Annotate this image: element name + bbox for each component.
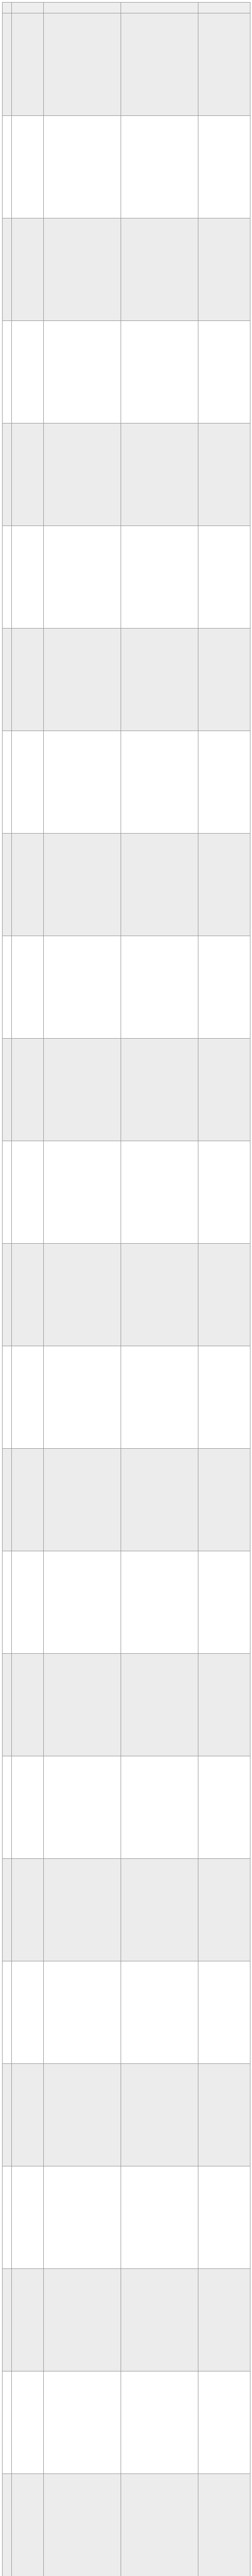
row-number-cell: [3, 629, 12, 731]
header-cell-description: [44, 3, 121, 13]
details-cell: [121, 1859, 198, 1961]
details-cell: [121, 218, 198, 321]
table-row: [3, 731, 250, 834]
table-row: [3, 116, 250, 218]
description-cell: [44, 116, 121, 218]
category-cell: [12, 2166, 44, 2269]
row-number-cell: [3, 1756, 12, 1859]
category-cell: [12, 1141, 44, 1244]
category-cell: [12, 936, 44, 1039]
details-cell: [121, 526, 198, 629]
table-row: [3, 834, 250, 936]
details-cell: [121, 936, 198, 1039]
category-cell: [12, 1244, 44, 1346]
row-number-cell: [3, 2064, 12, 2166]
remark-cell: [198, 1244, 250, 1346]
details-cell: [121, 629, 198, 731]
row-number-cell: [3, 1449, 12, 1551]
details-cell: [121, 1551, 198, 1654]
table-header: [3, 3, 250, 13]
details-cell: [121, 423, 198, 526]
row-number-cell: [3, 2474, 12, 2576]
table-row: [3, 526, 250, 629]
table-row: [3, 2064, 250, 2166]
description-cell: [44, 1244, 121, 1346]
row-number-cell: [3, 321, 12, 423]
row-number-cell: [3, 1551, 12, 1654]
row-number-cell: [3, 1654, 12, 1756]
table-row: [3, 423, 250, 526]
details-cell: [121, 731, 198, 834]
description-cell: [44, 936, 121, 1039]
table-row: [3, 1859, 250, 1961]
category-cell: [12, 423, 44, 526]
category-cell: [12, 321, 44, 423]
table-row: [3, 1551, 250, 1654]
details-cell: [121, 1346, 198, 1449]
description-cell: [44, 423, 121, 526]
table-row: [3, 1961, 250, 2064]
row-number-cell: [3, 936, 12, 1039]
details-cell: [121, 321, 198, 423]
table-row: [3, 321, 250, 423]
description-cell: [44, 1346, 121, 1449]
remark-cell: [198, 2269, 250, 2371]
row-number-cell: [3, 1141, 12, 1244]
details-cell: [121, 834, 198, 936]
table-row: [3, 2166, 250, 2269]
remark-cell: [198, 1551, 250, 1654]
remark-cell: [198, 423, 250, 526]
row-number-cell: [3, 526, 12, 629]
row-number-cell: [3, 218, 12, 321]
remark-cell: [198, 2166, 250, 2269]
remark-cell: [198, 1346, 250, 1449]
category-cell: [12, 2371, 44, 2474]
table-row: [3, 1141, 250, 1244]
remark-cell: [198, 1141, 250, 1244]
table-row: [3, 629, 250, 731]
remark-cell: [198, 2064, 250, 2166]
details-cell: [121, 116, 198, 218]
row-number-cell: [3, 423, 12, 526]
category-cell: [12, 2474, 44, 2576]
remark-cell: [198, 834, 250, 936]
header-cell-details: [121, 3, 198, 13]
remark-cell: [198, 1961, 250, 2064]
details-cell: [121, 1449, 198, 1551]
category-cell: [12, 218, 44, 321]
description-cell: [44, 1859, 121, 1961]
category-cell: [12, 116, 44, 218]
table-row: [3, 2474, 250, 2576]
category-cell: [12, 13, 44, 116]
description-cell: [44, 1039, 121, 1141]
details-cell: [121, 2371, 198, 2474]
category-cell: [12, 834, 44, 936]
header-cell-category: [12, 3, 44, 13]
remark-cell: [198, 526, 250, 629]
row-number-cell: [3, 1346, 12, 1449]
category-cell: [12, 526, 44, 629]
row-number-cell: [3, 116, 12, 218]
row-number-cell: [3, 2166, 12, 2269]
remark-cell: [198, 1449, 250, 1551]
row-number-cell: [3, 834, 12, 936]
category-cell: [12, 1346, 44, 1449]
remark-cell: [198, 731, 250, 834]
table-row: [3, 1449, 250, 1551]
header-cell-remark: [198, 3, 250, 13]
remark-cell: [198, 321, 250, 423]
description-cell: [44, 1551, 121, 1654]
category-cell: [12, 1859, 44, 1961]
row-number-cell: [3, 1859, 12, 1961]
category-cell: [12, 1961, 44, 2064]
description-cell: [44, 13, 121, 116]
description-cell: [44, 1654, 121, 1756]
header-row: [3, 3, 250, 13]
table-row: [3, 2371, 250, 2474]
description-cell: [44, 1141, 121, 1244]
remark-cell: [198, 116, 250, 218]
details-cell: [121, 2474, 198, 2576]
details-cell: [121, 2064, 198, 2166]
row-number-cell: [3, 1039, 12, 1141]
category-cell: [12, 731, 44, 834]
details-cell: [121, 2269, 198, 2371]
remark-cell: [198, 13, 250, 116]
category-cell: [12, 2269, 44, 2371]
details-cell: [121, 1039, 198, 1141]
row-number-cell: [3, 2371, 12, 2474]
description-cell: [44, 1961, 121, 2064]
description-cell: [44, 2474, 121, 2576]
description-cell: [44, 2064, 121, 2166]
remark-cell: [198, 218, 250, 321]
description-cell: [44, 731, 121, 834]
table-body: [3, 13, 250, 2576]
details-cell: [121, 1756, 198, 1859]
row-number-cell: [3, 2269, 12, 2371]
description-cell: [44, 2166, 121, 2269]
remark-cell: [198, 2371, 250, 2474]
description-cell: [44, 834, 121, 936]
table-row: [3, 13, 250, 116]
row-number-cell: [3, 1244, 12, 1346]
description-cell: [44, 1449, 121, 1551]
details-cell: [121, 2166, 198, 2269]
table-row: [3, 1244, 250, 1346]
remark-cell: [198, 936, 250, 1039]
details-cell: [121, 1961, 198, 2064]
remark-cell: [198, 1654, 250, 1756]
category-cell: [12, 629, 44, 731]
table-row: [3, 2269, 250, 2371]
description-cell: [44, 2371, 121, 2474]
remark-cell: [198, 629, 250, 731]
row-number-cell: [3, 731, 12, 834]
remark-cell: [198, 1756, 250, 1859]
description-cell: [44, 2269, 121, 2371]
description-cell: [44, 629, 121, 731]
details-cell: [121, 1244, 198, 1346]
description-cell: [44, 321, 121, 423]
category-cell: [12, 1449, 44, 1551]
description-cell: [44, 218, 121, 321]
category-cell: [12, 1039, 44, 1141]
data-table: [2, 2, 250, 2576]
table-row: [3, 218, 250, 321]
description-cell: [44, 526, 121, 629]
table-row: [3, 1039, 250, 1141]
details-cell: [121, 1654, 198, 1756]
category-cell: [12, 1756, 44, 1859]
remark-cell: [198, 2474, 250, 2576]
table-row: [3, 1654, 250, 1756]
header-cell-number: [3, 3, 12, 13]
row-number-cell: [3, 13, 12, 116]
table-row: [3, 1346, 250, 1449]
remark-cell: [198, 1859, 250, 1961]
category-cell: [12, 1654, 44, 1756]
category-cell: [12, 2064, 44, 2166]
category-cell: [12, 1551, 44, 1654]
table-row: [3, 936, 250, 1039]
details-cell: [121, 1141, 198, 1244]
table-row: [3, 1756, 250, 1859]
remark-cell: [198, 1039, 250, 1141]
description-cell: [44, 1756, 121, 1859]
details-cell: [121, 13, 198, 116]
row-number-cell: [3, 1961, 12, 2064]
